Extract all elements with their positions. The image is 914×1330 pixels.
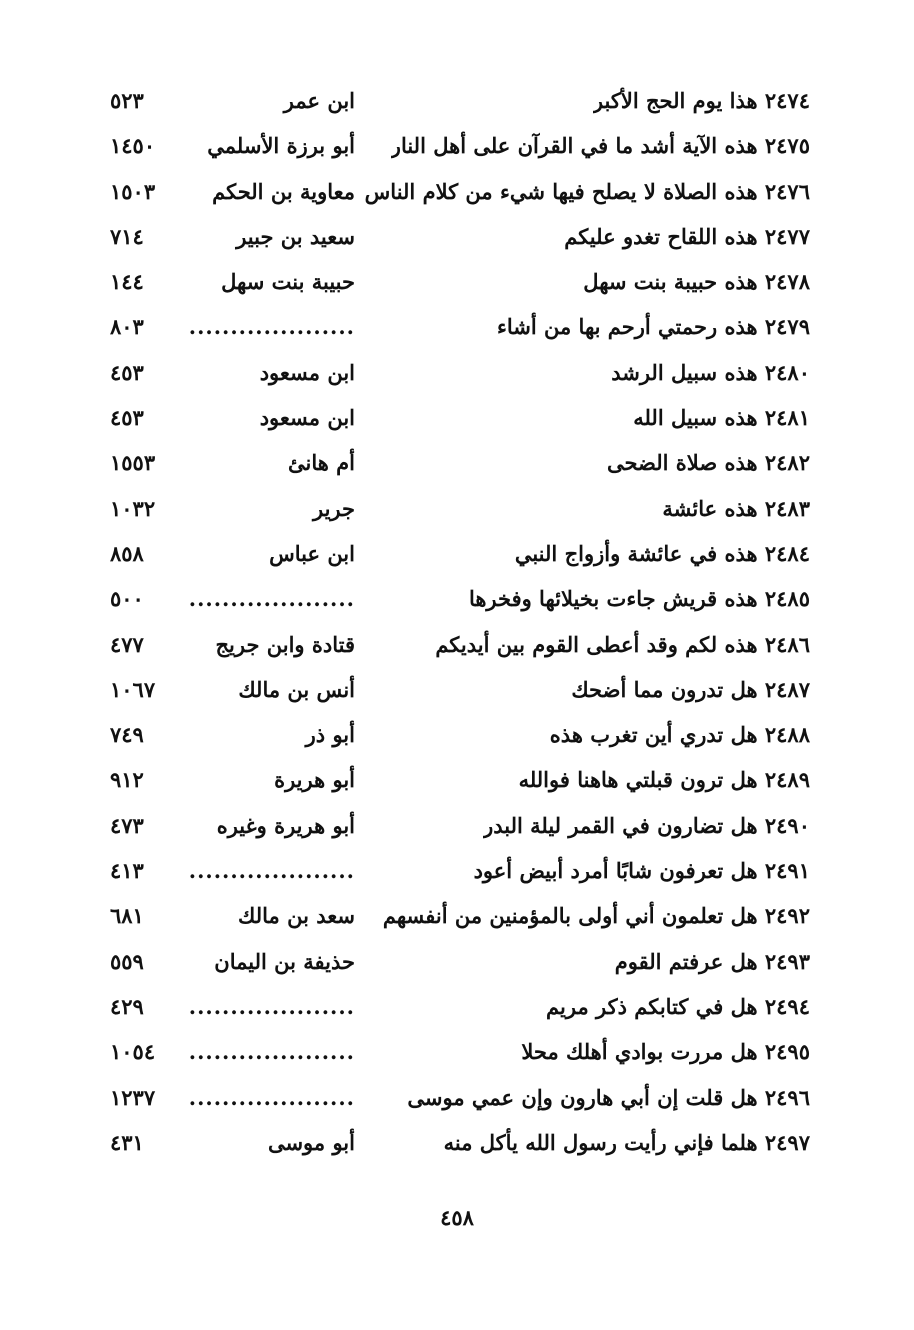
entry-text: [444, 1120, 810, 1165]
entry-narrator: قتادة وابن جريج: [215, 631, 355, 657]
index-entry: [110, 531, 810, 576]
entry-phrase: هل في كتابكم ذكر مريم: [546, 993, 758, 1019]
entry-page-ref: ١٤٤: [110, 269, 144, 295]
index-entry: [110, 1029, 810, 1074]
entry-narrator: ابن مسعود: [259, 359, 355, 385]
index-entry: [110, 1075, 810, 1120]
entry-number: ٢٤٨٤: [764, 540, 810, 566]
entry-page-ref: ١٢٣٧: [110, 1084, 156, 1110]
index-entry: [110, 576, 810, 621]
entry-page-ref: ١٠٣٢: [110, 495, 156, 521]
index-entry: [110, 667, 810, 712]
entry-number: ٢٤٩٥: [764, 1039, 810, 1065]
entry-number: ٢٤٨٧: [764, 676, 810, 702]
entry-narrator-placeholder: ....................: [188, 993, 355, 1019]
entry-page-ref: ٥٥٩: [110, 948, 144, 974]
entry-phrase: هذه اللقاح تغدو عليكم: [564, 223, 758, 249]
entry-narrator: أبو هريرة: [274, 767, 355, 793]
entry-page-ref: ٧١٤: [110, 223, 144, 249]
index-entry: [110, 893, 810, 938]
entry-number: ٢٤٧٩: [764, 314, 810, 340]
index-entry: [110, 123, 810, 168]
entry-narrator: جرير: [313, 495, 355, 521]
entry-text: [519, 757, 810, 802]
entry-number: ٢٤٨٥: [764, 586, 810, 612]
entry-phrase: هل تعلمون أني أولى بالمؤمنين من أنفسهم: [382, 903, 758, 929]
entry-text: [383, 893, 810, 938]
entry-phrase: هذه سبيل الرشد: [611, 359, 758, 385]
entry-number: ٢٤٧٧: [764, 223, 810, 249]
entry-number: ٢٤٩٠: [764, 812, 810, 838]
entry-narrator: أبو هريرة وغيره: [216, 812, 355, 838]
entry-narrator: حبيبة بنت سهل: [221, 269, 355, 295]
entry-page-ref: ٨٥٨: [110, 540, 144, 566]
entry-phrase: هذه عائشة: [662, 495, 758, 521]
entry-page-ref: ٤٧٧: [110, 631, 144, 657]
entry-number: ٢٤٩١: [764, 858, 810, 884]
entry-text: [607, 440, 810, 485]
entry-narrator: ابن عباس: [269, 540, 355, 566]
entry-page-ref: ٥٠٠: [110, 586, 144, 612]
entry-text: [521, 1029, 810, 1074]
entry-narrator: ابن عمر: [283, 88, 355, 113]
index-entry: [110, 939, 810, 984]
entry-text: [564, 214, 810, 259]
entry-number: ٢٤٩٦: [764, 1084, 810, 1110]
entry-page-ref: ٧٤٩: [110, 722, 144, 748]
index-entry: [110, 712, 810, 757]
entry-text: [550, 712, 810, 757]
entry-page-ref: ١٠٥٤: [110, 1039, 156, 1065]
entry-number: ٢٤٧٤: [764, 88, 810, 113]
entry-phrase: هلما فإني رأيت رسول الله يأكل منه: [443, 1129, 758, 1155]
entry-narrator-placeholder: ....................: [188, 586, 355, 612]
entry-page-ref: ١٤٥٠: [110, 133, 156, 159]
index-entry: [110, 169, 810, 214]
entry-page-ref: ٤٥٣: [110, 359, 144, 385]
entry-narrator: حذيفة بن اليمان: [214, 948, 355, 974]
entry-number: ٢٤٧٨: [764, 269, 810, 295]
index-entry: [110, 1120, 810, 1165]
entry-text: [615, 939, 810, 984]
entry-text: [633, 395, 810, 440]
entry-number: ٢٤٨٠: [764, 359, 810, 385]
entry-narrator: معاوية بن الحكم: [212, 178, 355, 204]
entry-number: ٢٤٨٣: [764, 495, 810, 521]
entry-narrator: أبو ذر: [305, 722, 355, 748]
entry-number: ٢٤٨٦: [764, 631, 810, 657]
entry-narrator-placeholder: ....................: [188, 1084, 355, 1110]
entry-phrase: هل ترون قبلتي هاهنا فوالله: [518, 767, 758, 793]
entry-phrase: هل تدري أين تغرب هذه: [549, 722, 758, 748]
index-entry: [110, 259, 810, 304]
index-entry: [110, 622, 810, 667]
entry-number: ٢٤٧٥: [764, 133, 810, 159]
entry-text: [469, 576, 810, 621]
entry-phrase: هذه الصلاة لا يصلح فيها شيء من كلام الناس: [364, 178, 758, 204]
entry-text: [583, 259, 810, 304]
entry-page-ref: ٤٣١: [110, 1129, 144, 1155]
entry-narrator: سعد بن مالك: [238, 903, 355, 929]
entry-page-ref: ٨٠٣: [110, 314, 144, 340]
entry-phrase: هذه لكم وقد أعطى القوم بين أيديكم: [435, 631, 758, 657]
index-entry: [110, 984, 810, 1029]
index-entry: [110, 757, 810, 802]
entry-number: ٢٤٨٩: [764, 767, 810, 793]
entry-phrase: هل مررت بوادي أهلك محلا: [521, 1039, 758, 1065]
index-entry: [110, 848, 810, 893]
index-entry: [110, 486, 810, 531]
entry-text: [611, 350, 810, 395]
entry-text: [407, 1075, 810, 1120]
entry-text: [435, 622, 810, 667]
entry-page-ref: ٦٨١: [110, 903, 144, 929]
entry-text: [474, 848, 810, 893]
entry-phrase: هل قلت إن أبي هارون وإن عمي موسى: [407, 1084, 758, 1110]
index-entry: [110, 214, 810, 259]
entry-page-ref: ٥٢٣: [110, 88, 144, 113]
entry-phrase: هذه في عائشة وأزواج النبي: [514, 540, 758, 566]
entry-number: ٢٤٨٨: [764, 722, 810, 748]
index-entry: [110, 350, 810, 395]
entry-narrator-placeholder: ....................: [188, 858, 355, 884]
entry-phrase: هذه الآية أشد ما في القرآن على أهل النار: [390, 133, 758, 159]
entry-narrator: أبو برزة الأسلمي: [207, 133, 355, 159]
entry-text: [497, 304, 810, 349]
entry-number: ٢٤٨٢: [764, 450, 810, 476]
hadith-index-list: [110, 78, 810, 1165]
entry-text: [593, 78, 810, 123]
entry-phrase: هذه حبيبة بنت سهل: [583, 269, 758, 295]
entry-phrase: هذه رحمتي أرحم بها من أشاء: [497, 314, 758, 340]
entry-text: [365, 169, 810, 214]
index-entry: [110, 304, 810, 349]
entry-number: ٢٤٩٣: [764, 948, 810, 974]
entry-page-ref: ١٠٦٧: [110, 676, 156, 702]
page-number: ٤٥٨: [440, 1205, 474, 1230]
entry-narrator: أبو موسى: [267, 1129, 355, 1155]
entry-phrase: هذا يوم الحج الأكبر: [592, 88, 758, 113]
entry-number: ٢٤٩٢: [764, 903, 810, 929]
entry-phrase: هل تدرون مما أضحك: [571, 676, 758, 702]
entry-page-ref: ٤٥٣: [110, 405, 144, 431]
entry-page-ref: ٤٧٣: [110, 812, 144, 838]
entry-phrase: هل تعرفون شابًا أمرد أبيض أعود: [473, 858, 758, 884]
entry-narrator: أنس بن مالك: [238, 676, 355, 702]
entry-number: ٢٤٩٤: [764, 993, 810, 1019]
entry-phrase: هل تضارون في القمر ليلة البدر: [483, 812, 758, 838]
entry-narrator: ابن مسعود: [259, 405, 355, 431]
entry-page-ref: ١٥٥٣: [110, 450, 156, 476]
entry-number: ٢٤٩٧: [764, 1129, 810, 1155]
index-entry: [110, 440, 810, 485]
index-entry: [110, 803, 810, 848]
entry-page-ref: ٤٢٩: [110, 993, 144, 1019]
entry-phrase: هذه قريش جاءت بخيلائها وفخرها: [468, 586, 758, 612]
entry-text: [546, 984, 810, 1029]
entry-phrase: هذه صلاة الضحى: [606, 450, 758, 476]
index-entry: [110, 395, 810, 440]
entry-text: [515, 531, 810, 576]
entry-narrator-placeholder: ....................: [188, 1039, 355, 1065]
entry-phrase: هل عرفتم القوم: [614, 948, 758, 974]
entry-number: ٢٤٨١: [764, 405, 810, 431]
entry-text: [571, 667, 810, 712]
entry-text: [391, 123, 810, 168]
entry-page-ref: ١٥٠٣: [110, 178, 156, 204]
entry-page-ref: ٤١٣: [110, 858, 144, 884]
entry-page-ref: ٩١٢: [110, 767, 144, 793]
index-entry: [110, 78, 810, 123]
entry-text: [483, 803, 810, 848]
entry-narrator: أم هانئ: [288, 450, 355, 476]
entry-phrase: هذه سبيل الله: [633, 405, 758, 431]
entry-number: ٢٤٧٦: [764, 178, 810, 204]
entry-narrator: سعيد بن جبير: [236, 223, 355, 249]
entry-narrator-placeholder: ....................: [188, 314, 355, 340]
entry-text: [662, 486, 810, 531]
